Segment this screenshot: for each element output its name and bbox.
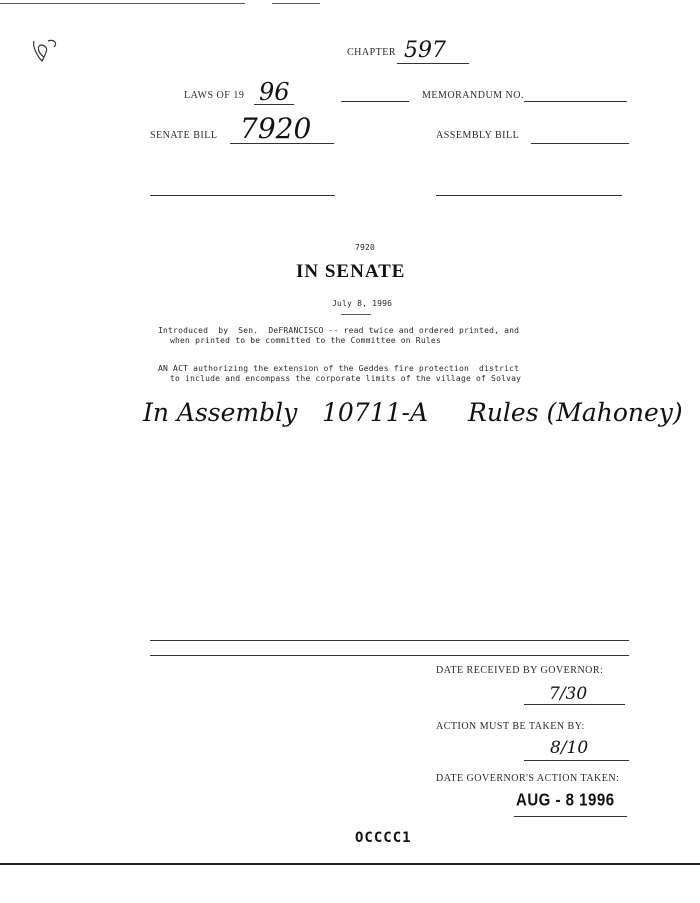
divider-line-2: [150, 655, 629, 656]
scan-edge-line: [272, 3, 320, 4]
bottom-scan-edge: [0, 863, 700, 865]
action-by-label: ACTION MUST BE TAKEN BY:: [436, 721, 585, 732]
date-received-line: [524, 704, 625, 705]
date-received-value: 7/30: [549, 684, 588, 704]
intro-line-2: when printed to be committed to the Committee on Rules: [170, 336, 441, 345]
chapter-label: CHAPTER: [347, 47, 397, 58]
action-by-value: 8/10: [550, 738, 589, 758]
blank-line-left: [150, 195, 335, 196]
act-line-2: to include and encompass the corporate limits of the village of Solvay: [170, 374, 522, 383]
divider-line-1: [150, 640, 629, 641]
memorandum-line: [524, 101, 627, 102]
action-taken-line: [514, 816, 627, 817]
act-line-1: AN ACT authorizing the extension of the Geddes fire protection district: [158, 364, 520, 373]
bill-date: July 8, 1996: [332, 299, 393, 308]
action-by-line: [524, 760, 629, 761]
senate-bill-label: SENATE BILL: [150, 130, 218, 141]
laws-blank-line: [341, 101, 409, 102]
date-underline: [341, 314, 371, 315]
handwritten-in-assembly: In Assembly: [143, 398, 298, 427]
intro-line-1: Introduced by Sen. DeFRANCISCO -- read twice and ordered printed, and: [158, 326, 520, 335]
senate-bill-underline: [230, 143, 334, 144]
chamber-title: IN SENATE: [296, 261, 406, 282]
laws-year-underline: [254, 104, 294, 105]
blank-line-right: [436, 195, 622, 196]
senate-bill-number: 7920: [240, 112, 312, 145]
memorandum-label: MEMORANDUM NO.: [422, 90, 525, 101]
laws-label: LAWS OF 19: [184, 90, 245, 101]
laws-year: 96: [259, 78, 290, 106]
chapter-underline: [397, 63, 469, 64]
date-received-label: DATE RECEIVED BY GOVERNOR:: [436, 665, 604, 676]
handwritten-assembly-number: 10711-A: [322, 398, 429, 427]
scan-edge-line: [0, 3, 245, 4]
assembly-bill-label: ASSEMBLY BILL: [436, 130, 520, 141]
handwritten-rules: Rules (Mahoney): [468, 398, 683, 427]
assembly-bill-line: [531, 143, 629, 144]
bill-number: 7920: [355, 243, 376, 252]
action-taken-stamp: AUG - 8 1996: [516, 790, 615, 811]
corner-scribble-icon: [28, 35, 62, 67]
page-code: OCCCC1: [355, 830, 412, 846]
action-taken-label: DATE GOVERNOR'S ACTION TAKEN:: [436, 773, 620, 784]
chapter-number: 597: [404, 38, 446, 63]
